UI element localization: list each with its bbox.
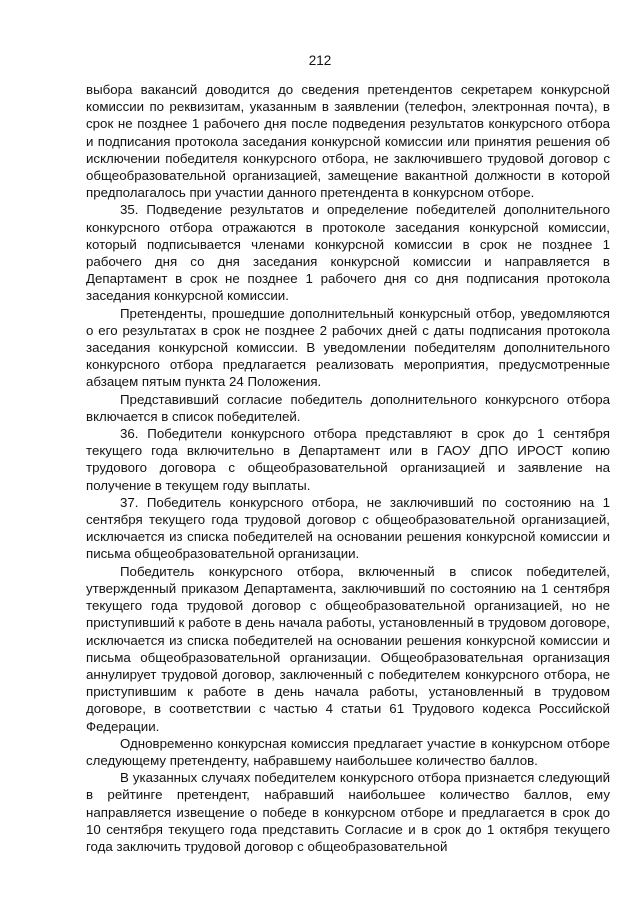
paragraph: Одновременно конкурсная комиссия предлагает участие в конкурсном отборе следующему претенденту, набравшему наибольшее количество баллов. <box>86 735 610 768</box>
page-number: 212 <box>308 53 332 68</box>
body-text <box>86 81 610 855</box>
paragraph: В указанных случаях победителем конкурсного отбора признается следующий в рейтинге претендент, набравший наибольшее количество баллов, ему направляется извещение о победе в конкурсном отборе и предлагается в срок до 10 сентября текущего года представить Согласие и в срок до 1 октября текущего года заключить трудовой договор с общеобразовательной <box>86 770 610 854</box>
paragraph: Победитель конкурсного отбора, включенный в список победителей, утвержденный приказом Департамента, заключивший по состоянию на 1 сентября текущего года трудовой договор с общеобразовательной организацией, но не приступивший к работе в день начала работы, установленный в трудовом договоре, исключается из списка победителей на основании решения конкурсной комиссии и письма общеобразовательной организации. Общеобразовательная организация аннулирует трудовой договор, заключенный с победителем конкурсного отбора, не приступившим к работе в день начала работы, установленный в трудовом договоре, в соответствии с частью 4 статьи 61 Трудового кодекса Российской Федерации. <box>86 563 610 734</box>
paragraph: выбора вакансий доводится до сведения претендентов секретарем конкурсной комиссии по реквизитам, указанным в заявлении (телефон, электронная почта), в срок не позднее 1 рабочего дня после подведения результатов конкурсного отбора и подписания протокола заседания конкурсной комиссии или принятия решения об исключении победителя конкурсного отбора, не заключившего трудовой договор с общеобразовательной организацией, замещение вакантной должности в которой предполагалось при участии данного претендента в конкурсном отборе. <box>86 82 610 201</box>
paragraph: Претенденты, прошедшие дополнительный конкурсный отбор, уведомляются о его результатах в срок не позднее 2 рабочих дней с даты подписания протокола заседания конкурсной комиссии. В уведомлении победителям дополнительного конкурсного отбора предлагается реализовать мероприятия, предусмотренные абзацем пятым пункта 24 Положения. <box>86 305 610 390</box>
paragraph: 37. Победитель конкурсного отбора, не заключивший по состоянию на 1 сентября текущего года трудовой договор с общеобразовательной организацией, исключается из списка победителей на основании решения конкурсной комиссии и письма общеобразовательной организации. <box>86 494 610 562</box>
paragraph: 35. Подведение результатов и определение победителей дополнительного конкурсного отбора отражаются в протоколе заседания конкурсной комиссии, который подписывается членами конкурсной комиссии в срок не позднее 1 рабочего дня со дня заседания конкурсной комиссии и направляется в Департамент в срок не позднее 1 рабочего дня со дня подписания протокола заседания конкурсной комиссии. <box>86 202 610 304</box>
paragraph: 36. Победители конкурсного отбора представляют в срок до 1 сентября текущего года включительно в Департамент или в ГАОУ ДПО ИРОСТ копию трудового договора с общеобразовательной организацией и заявление на получение в текущем году выплаты. <box>86 426 610 493</box>
paragraph: Представивший согласие победитель дополнительного конкурсного отбора включается в список победителей. <box>86 391 610 424</box>
